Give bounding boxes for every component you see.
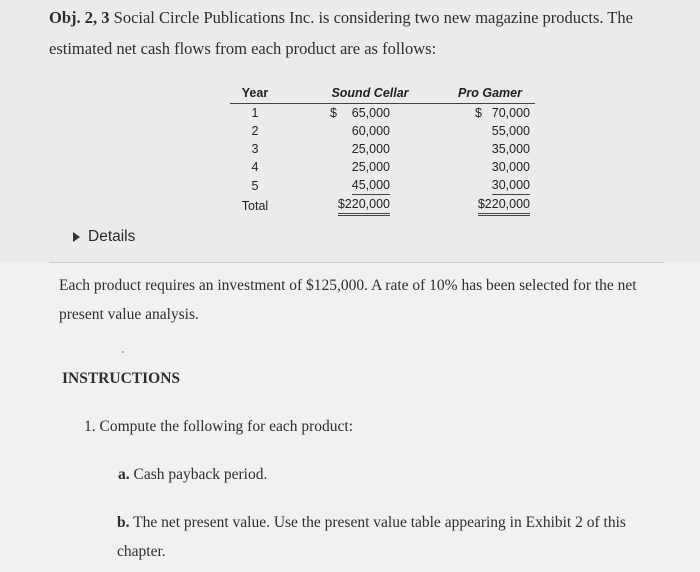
instruction-item-b	[117, 508, 667, 566]
sound-cellar-cell: 25,000	[351, 142, 390, 156]
item-a-marker: a.	[118, 466, 130, 483]
pro-gamer-cell: 35,000	[491, 142, 530, 156]
pro-gamer-cell	[420, 176, 535, 195]
caret-right-icon	[73, 232, 80, 242]
cash-flow-table	[230, 78, 535, 216]
sound-cellar-cell: 60,000	[351, 124, 390, 138]
header-year: Year	[230, 78, 280, 104]
year-cell: 5	[251, 178, 259, 193]
header-sound-cellar: Sound Cellar	[280, 78, 420, 104]
total-value: $220,000	[338, 195, 390, 216]
objective-label: Obj. 2, 3	[49, 8, 110, 27]
value: 70,000	[491, 106, 530, 120]
pro-gamer-cell	[420, 104, 535, 123]
total-value: $220,000	[478, 195, 530, 216]
item-a-text: Cash payback period.	[129, 466, 268, 483]
value: 45,000	[352, 176, 390, 195]
instructions-heading: INSTRUCTIONS	[62, 370, 181, 387]
table-row	[230, 176, 535, 195]
value: 30,000	[492, 176, 530, 195]
year-cell: 2	[251, 124, 259, 138]
problem-panel	[0, 0, 700, 262]
year-cell: 3	[251, 142, 259, 156]
table-row	[230, 140, 535, 158]
table-row	[230, 158, 535, 176]
total-label: Total	[241, 198, 269, 213]
table-body	[230, 104, 535, 217]
table-header-row	[230, 78, 535, 104]
divider	[49, 262, 664, 263]
year-cell: 4	[251, 160, 259, 174]
sound-cellar-cell	[280, 104, 420, 123]
header-pro-gamer: Pro Gamer	[420, 78, 535, 104]
value: 65,000	[351, 106, 390, 120]
sound-cellar-cell: 25,000	[351, 160, 390, 174]
pro-gamer-cell: 55,000	[491, 124, 530, 138]
pro-gamer-total	[420, 195, 535, 216]
item-b-text: The net present value. Use the present value table appearing in Exhibit 2 of this chapter.	[117, 514, 626, 560]
table-row	[230, 122, 535, 140]
details-label: Details	[88, 228, 136, 245]
currency-sign: $	[475, 106, 482, 120]
currency-sign: $	[330, 106, 337, 120]
instruction-item-a	[118, 466, 267, 484]
sound-cellar-cell	[280, 176, 420, 195]
sound-cellar-total	[280, 195, 420, 216]
item-b-marker: b.	[117, 514, 130, 531]
details-toggle[interactable]	[73, 228, 135, 246]
problem-intro	[49, 2, 679, 64]
table-row	[230, 104, 535, 123]
instruction-item-1: 1. Compute the following for each product:	[84, 418, 354, 435]
investment-paragraph: Each product requires an investment of $125,000. A rate of 10% has been selected for the net present value analysis.	[59, 277, 637, 323]
year-cell: 1	[251, 106, 259, 120]
total-row	[230, 195, 535, 216]
pro-gamer-cell: 30,000	[491, 160, 530, 174]
cursor-dot	[122, 351, 124, 353]
intro-text: Social Circle Publications Inc. is considering two new magazine products. The estimated net cash flows from each product are as follows:	[49, 8, 633, 58]
